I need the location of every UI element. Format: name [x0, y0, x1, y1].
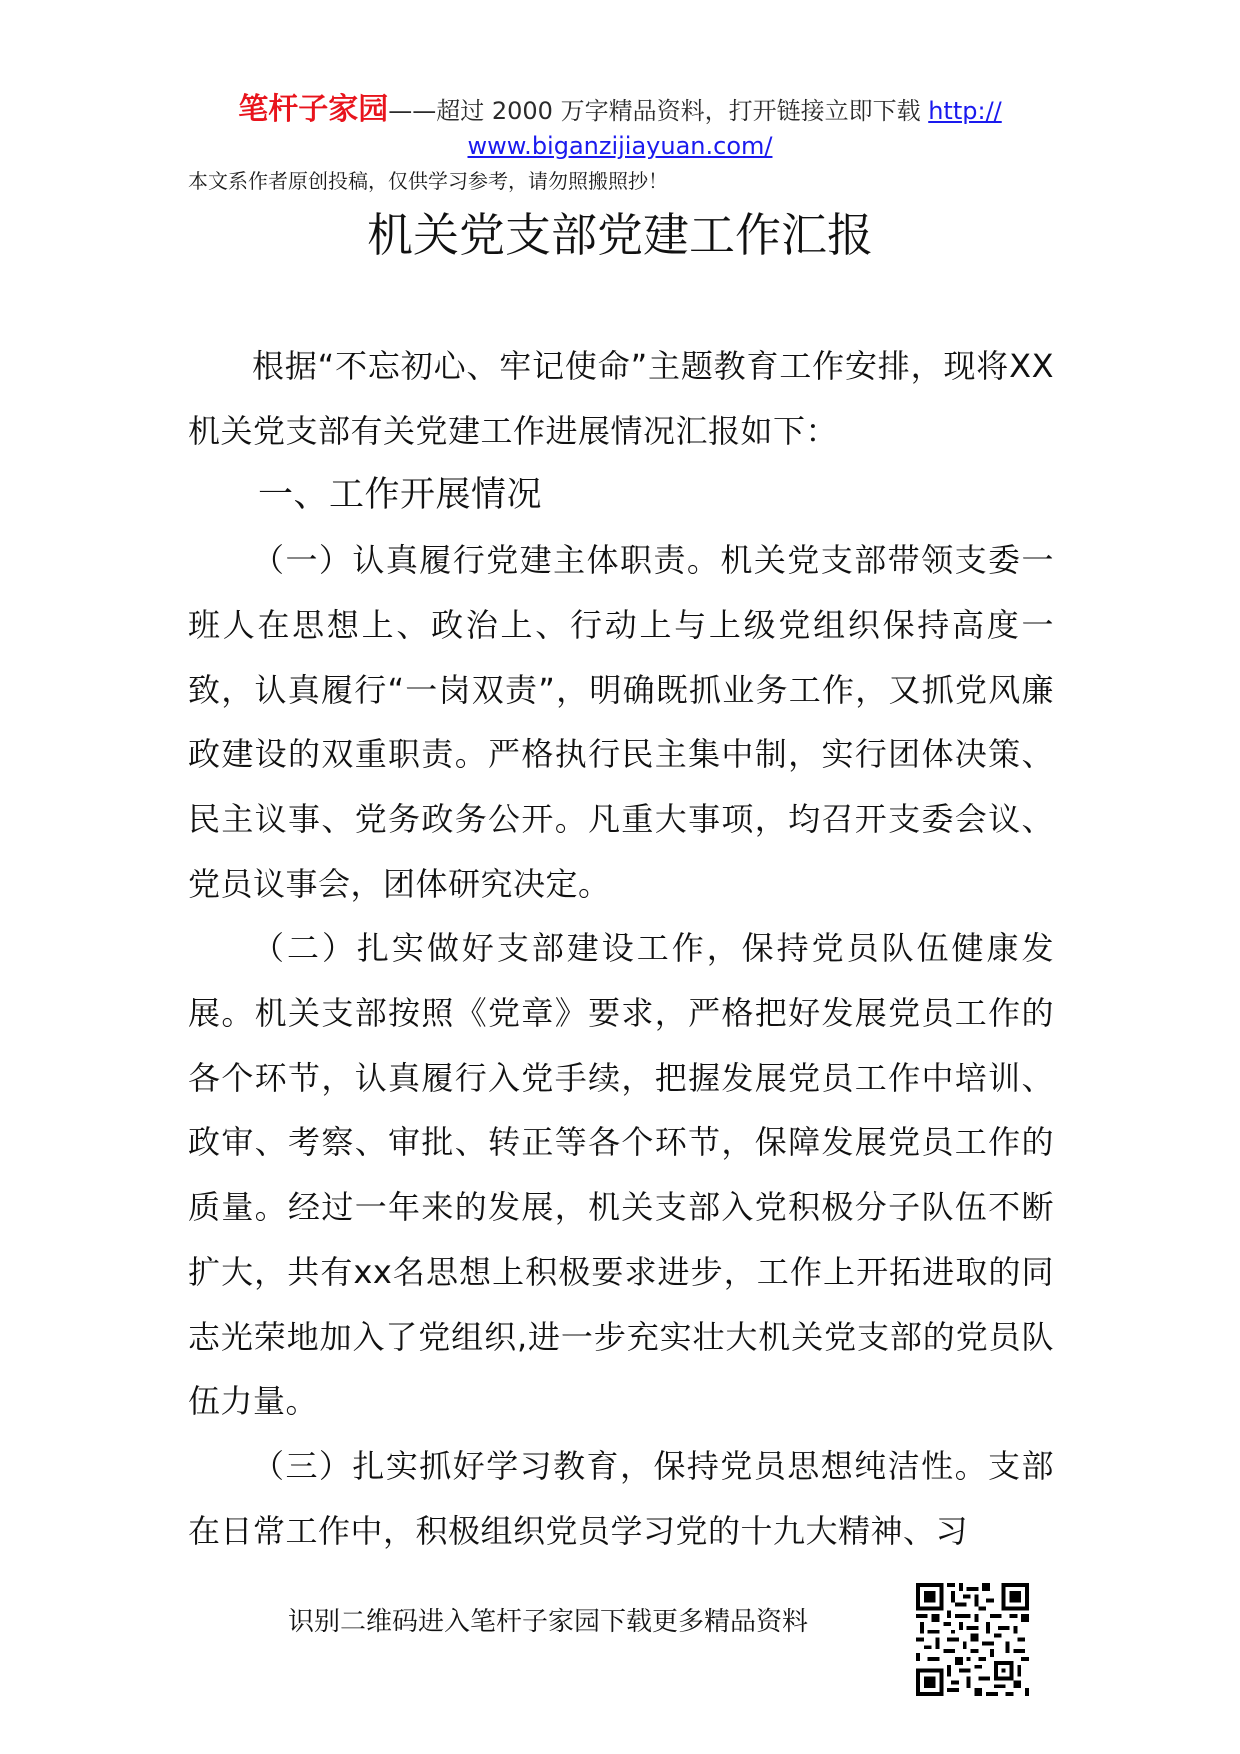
website-link-part2[interactable]: www.biganzijiayuan.com/: [467, 132, 773, 160]
body-paragraph: （三）扎实抓好学习教育，保持党员思想纯洁性。支部在日常工作中，积极组织党员学习党的十九大精神、习: [188, 1446, 1054, 1550]
disclaimer: 本文系作者原创投稿，仅供学习参考，请勿照搬照抄！: [188, 169, 668, 193]
footer-note: 识别二维码进入笔杆子家园下载更多精品资料: [288, 1607, 809, 1637]
document-body: [188, 334, 1054, 1563]
body-paragraph: （一）认真履行党建主体职责。机关党支部带领支委一班人在思想上、政治上、行动上与上级党组织保持高度一致，认真履行“一岗双责”，明确既抓业务工作，又抓党风廉政建设的双重职责。严格执行民主集中制，实行团体决策、民主议事、党务政务公开。凡重大事项，均召开支委会议、党员议事会，团体研究决定。: [188, 541, 1054, 903]
section-heading: 一、工作开展情况: [258, 475, 543, 516]
website-link-part1[interactable]: http://: [928, 97, 1002, 125]
document-title: 机关党支部党建工作汇报: [367, 208, 873, 262]
promo-tagline: ——超过 2000 万字精品资料，打开链接立即下载: [388, 97, 921, 125]
intro-paragraph: 根据“不忘初心、牢记使命”主题教育工作安排，现将XX机关党支部有关党建工作进展情况汇报如下：: [188, 347, 1054, 450]
promo-banner-line2: [150, 128, 1090, 164]
promo-banner: [150, 92, 1090, 129]
brand-name[interactable]: 笔杆子家园: [238, 92, 389, 127]
body-paragraph: （二）扎实做好支部建设工作，保持党员队伍健康发展。机关支部按照《党章》要求，严格把好发展党员工作的各个环节，认真履行入党手续，把握发展党员工作中培训、政审、考察、审批、转正等各个环节，保障发展党员工作的质量。经过一年来的发展，机关支部入党积极分子队伍不断扩大，共有xx名思想上积极要求进步，工作上开拓进取的同志光荣地加入了党组织,进一步充实壮大机关党支部的党员队伍力量。: [188, 929, 1054, 1421]
qr-code-icon[interactable]: [916, 1583, 1029, 1696]
